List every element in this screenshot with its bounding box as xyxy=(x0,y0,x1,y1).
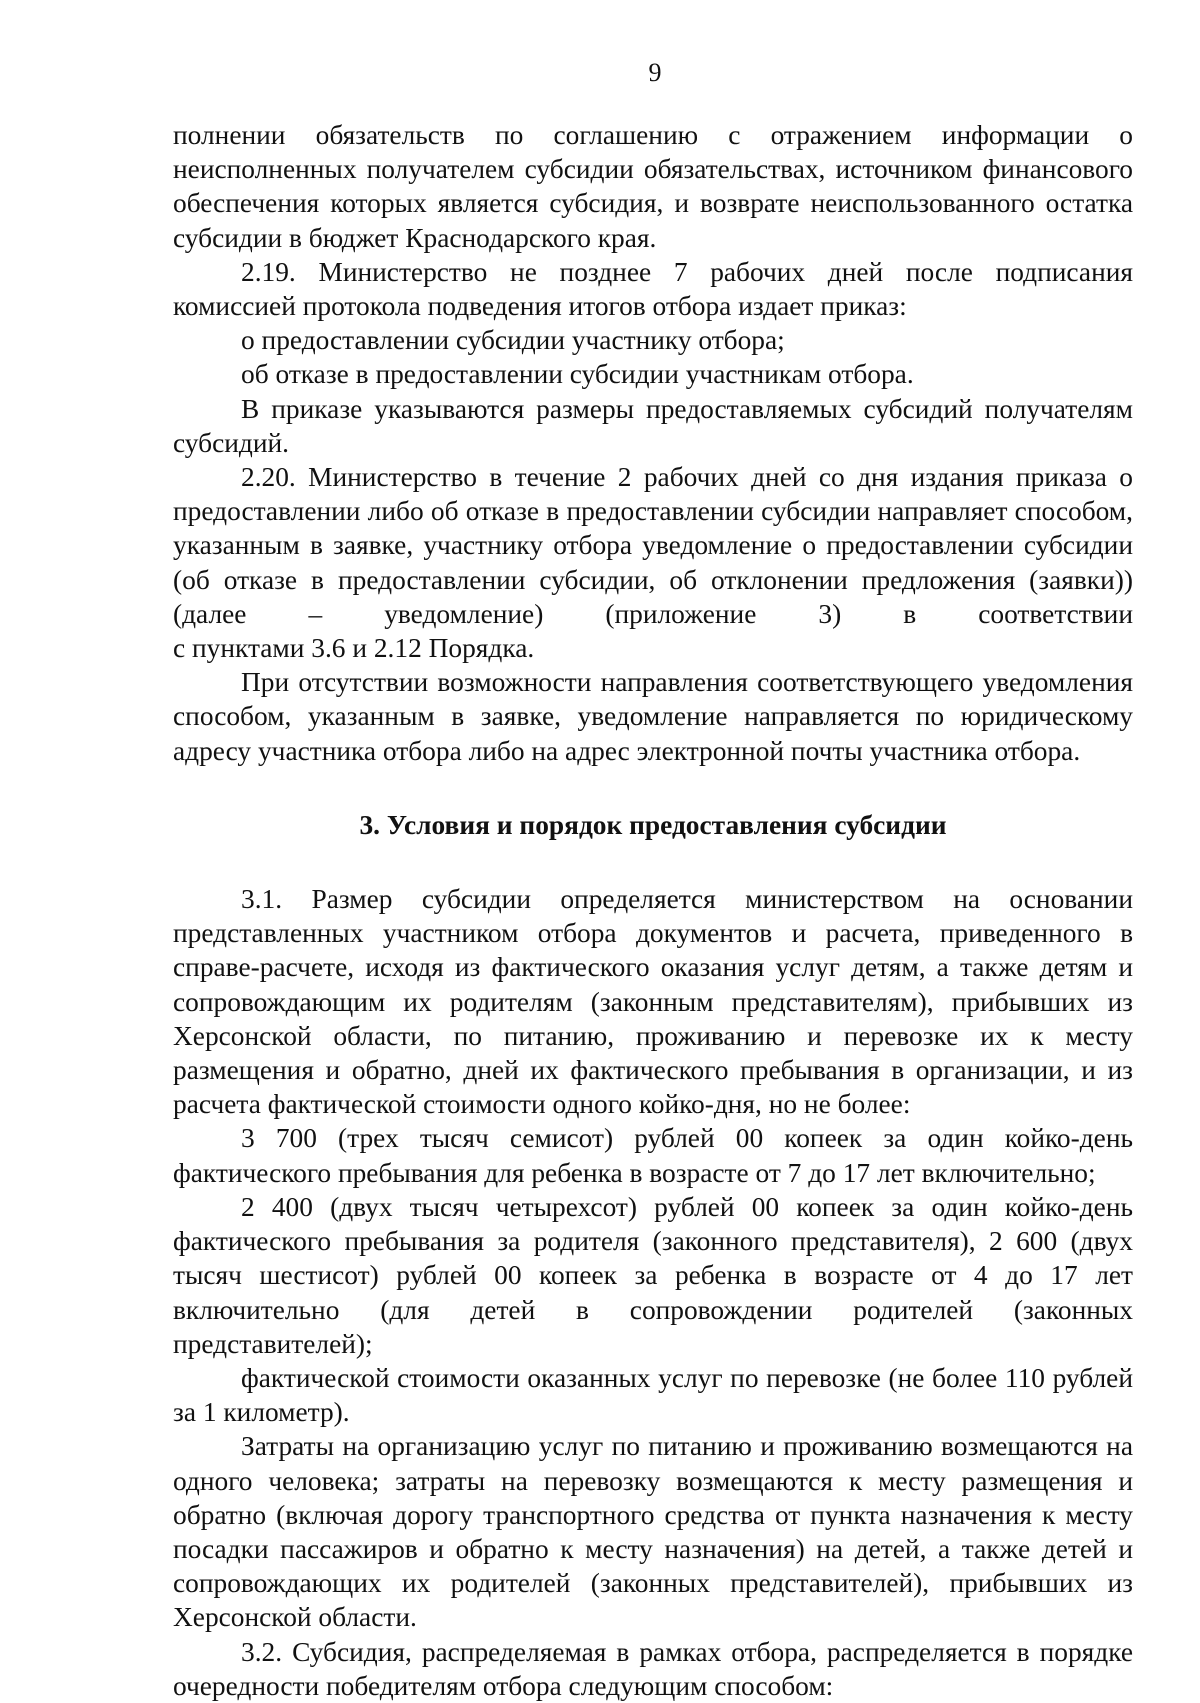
paragraph-rate-child: 3 700 (трех тысяч семисот) рублей 00 копеек за один койко-день фактического пребывания для ребенка в возрасте от 7 до 17 лет включительно; xyxy=(173,1123,1133,1188)
section-heading: 3. Условия и порядок предоставления субсидии xyxy=(359,809,947,840)
paragraph-grant-decision: о предоставлении субсидии участнику отбора; xyxy=(241,325,785,356)
paragraph-transport-cost: фактической стоимости оказанных услуг по перевозке (не более 110 рублей за 1 километр). xyxy=(173,1362,1133,1428)
paragraph-3-1: 3.1. Размер субсидии определяется министерством на основании представленных участником отбора документов и расчета, приведенного в справе-расчете, исходя из фактического оказания услуг детям, а также детям и сопровождающим их родителям (законным представителям), прибывших из Херсонской области, по питанию, проживанию и перевозке их к месту размещения и обратно, дней их фактического пребывания в организации, и из расчета фактической стоимости одного койко-дня, но не более: xyxy=(173,884,1133,1120)
paragraph-2-20-end: с пунктами 3.6 и 2.12 Порядка. xyxy=(173,633,535,664)
paragraph-2-19: 2.19. Министерство не позднее 7 рабочих дней после подписания комиссией протокола подведения итогов отбора издает приказ: xyxy=(173,256,1133,322)
page-number: 9 xyxy=(648,58,662,87)
paragraph-3-2: 3.2. Субсидия, распределяемая в рамках отбора, распределяется в порядке очередности победителям отбора следующим способом: xyxy=(173,1636,1133,1701)
paragraph-order-amounts: В приказе указываются размеры предоставляемых субсидий получателям субсидий. xyxy=(173,393,1133,458)
paragraph-refusal-decision: об отказе в предоставлении субсидии участникам отбора. xyxy=(241,359,914,390)
paragraph-continuation: полнении обязательств по соглашению с отражением информации о неисполненных получателем субсидии обязательствах, источником финансового обеспечения которых является субсидия, и возврате неиспользованного остатка субсидии в бюджет Краснодарского края. xyxy=(173,120,1133,253)
paragraph-rate-parent: 2 400 (двух тысяч четырехсот) рублей 00 копеек за один койко-день фактического пребывания за родителя (законного представителя), 2 600 (двух тысяч шестисот) рублей 00 копеек за ребенка в возрасте от 4 до 17 лет включительно (для детей в сопровождении родителей (законных представителей); xyxy=(173,1191,1133,1359)
paragraph-expense-compensation: Затраты на организацию услуг по питанию и проживанию возмещаются на одного человека; затраты на перевозку возмещаются к месту размещения и обратно (включая дорогу транспортного средства от пункта назначения к месту посадки пассажиров и обратно к месту назначения) на детей, а также детей и сопровождающих их родителей (законных представителей), прибывших из Херсонской области. xyxy=(173,1431,1133,1633)
document-body xyxy=(173,118,1133,1703)
paragraph-notification-address: При отсутствии возможности направления соответствующего уведомления способом, указанным в заявке, уведомление направляется по юридическому адресу участника отбора либо на адрес электронной почты участника отбора. xyxy=(173,667,1133,766)
paragraph-2-20: 2.20. Министерство в течение 2 рабочих дней со дня издания приказа о предоставлении либо об отказе в предоставлении субсидии направляет способом, указанным в заявке, участнику отбора уведомление о предоставлении субсидии (об отказе в предоставлении субсидии, об отклонении предложения (заявки)) (далее – уведомление) (приложение 3) в соответствии xyxy=(173,462,1133,629)
